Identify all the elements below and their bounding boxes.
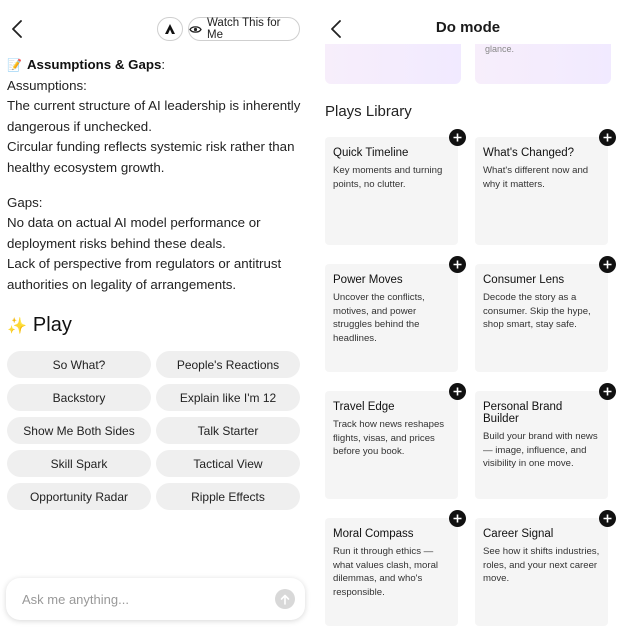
plus-icon xyxy=(453,514,462,523)
add-play-button[interactable] xyxy=(599,383,616,400)
add-play-button[interactable] xyxy=(599,129,616,146)
plus-icon xyxy=(453,387,462,396)
card-description: Decode the story as a consumer. Skip the hype, shop smart, stay safe. xyxy=(483,292,591,330)
chip-so-what[interactable]: So What? xyxy=(7,351,151,378)
plays-library-grid xyxy=(325,137,609,626)
play-card-career-signal[interactable] xyxy=(475,518,608,626)
back-button[interactable] xyxy=(6,16,28,42)
card-title: Career Signal xyxy=(483,528,554,540)
play-card-personal-brand-builder[interactable] xyxy=(475,391,608,499)
play-card-whats-changed[interactable] xyxy=(475,137,608,245)
play-card-power-moves[interactable] xyxy=(325,264,458,372)
card-description: Track how news reshapes flights, visas, and prices before you book. xyxy=(333,419,445,457)
gaps-label: Gaps: xyxy=(7,194,43,210)
play-card-moral-compass[interactable] xyxy=(325,518,458,626)
assumption-item: Circular funding reflects systemic risk rather than healthy ecosystem growth. xyxy=(7,139,295,175)
plays-library-title: Plays Library xyxy=(325,103,412,120)
chip-backstory[interactable]: Backstory xyxy=(7,384,151,411)
gap-item: Lack of perspective from regulators or antitrust authorities on legality of arrangements. xyxy=(7,256,282,292)
logo-button[interactable] xyxy=(157,17,183,41)
chip-tactical-view[interactable]: Tactical View xyxy=(156,450,300,477)
back-arrow-icon xyxy=(11,20,23,38)
plus-icon xyxy=(603,133,612,142)
add-play-button[interactable] xyxy=(449,383,466,400)
card-description: What's different now and why it matters. xyxy=(483,165,589,190)
card-description: See how it shifts industries, roles, and your next career move. xyxy=(483,546,600,584)
card-title: Travel Edge xyxy=(333,401,395,413)
send-button[interactable] xyxy=(275,589,295,609)
watch-this-button[interactable] xyxy=(188,17,300,41)
chip-ripple-effects[interactable]: Ripple Effects xyxy=(156,483,300,510)
plus-icon xyxy=(603,260,612,269)
featured-card-peek[interactable] xyxy=(475,44,611,84)
peek-text: glance. xyxy=(485,44,515,54)
plus-icon xyxy=(453,133,462,142)
gap-item: No data on actual AI model performance or deployment risks behind these deals. xyxy=(7,215,261,251)
chip-peoples-reactions[interactable]: People's Reactions xyxy=(156,351,300,378)
card-title: What's Changed? xyxy=(483,147,575,159)
featured-card-peek[interactable] xyxy=(325,44,461,84)
assumptions-gaps-section xyxy=(7,55,307,296)
ask-bar xyxy=(6,578,305,620)
chip-opportunity-radar[interactable]: Opportunity Radar xyxy=(7,483,151,510)
memo-icon: 📝 xyxy=(7,58,22,72)
assumption-item: The current structure of AI leadership is inherently dangerous if unchecked. xyxy=(7,98,301,134)
watch-this-label: Watch This for Me xyxy=(207,17,281,41)
play-title: Play xyxy=(32,314,72,336)
card-description: Build your brand with news — image, influence, and visibility in one move. xyxy=(483,431,598,469)
chip-talk-starter[interactable]: Talk Starter xyxy=(156,417,300,444)
play-card-quick-timeline[interactable] xyxy=(325,137,458,245)
card-title: Quick Timeline xyxy=(333,147,409,159)
card-title: Consumer Lens xyxy=(483,274,565,286)
card-description: Run it through ethics — what values clash, moral dilemmas, and who's responsible. xyxy=(333,546,439,598)
play-heading xyxy=(7,314,72,337)
send-arrow-icon xyxy=(280,594,290,605)
chip-both-sides[interactable]: Show Me Both Sides xyxy=(7,417,151,444)
card-title: Moral Compass xyxy=(333,528,414,540)
heading-colon: : xyxy=(161,57,166,72)
eye-icon xyxy=(189,24,202,35)
plus-icon xyxy=(603,514,612,523)
card-description: Key moments and turning points, no clutter. xyxy=(333,165,443,190)
card-title: Power Moves xyxy=(333,274,403,286)
chip-skill-spark[interactable]: Skill Spark xyxy=(7,450,151,477)
plus-icon xyxy=(453,260,462,269)
add-play-button[interactable] xyxy=(599,510,616,527)
chip-explain-like-12[interactable]: Explain like I'm 12 xyxy=(156,384,300,411)
add-play-button[interactable] xyxy=(599,256,616,273)
add-play-button[interactable] xyxy=(449,256,466,273)
card-description: Uncover the conflicts, motives, and power struggles behind the headlines. xyxy=(333,292,425,344)
play-card-consumer-lens[interactable] xyxy=(475,264,608,372)
logo-icon xyxy=(164,23,176,35)
assumptions-label: Assumptions: xyxy=(7,77,87,93)
play-chips xyxy=(7,351,300,510)
add-play-button[interactable] xyxy=(449,510,466,527)
card-title: Personal Brand Builder xyxy=(483,401,563,425)
ask-input[interactable] xyxy=(22,592,275,607)
sparkle-icon: ✨ xyxy=(7,317,27,335)
section-heading: Assumptions & Gaps xyxy=(26,57,162,72)
plus-icon xyxy=(603,387,612,396)
add-play-button[interactable] xyxy=(449,129,466,146)
page-title: Do mode xyxy=(435,19,501,36)
do-mode-panel xyxy=(312,0,624,638)
play-card-travel-edge[interactable] xyxy=(325,391,458,499)
